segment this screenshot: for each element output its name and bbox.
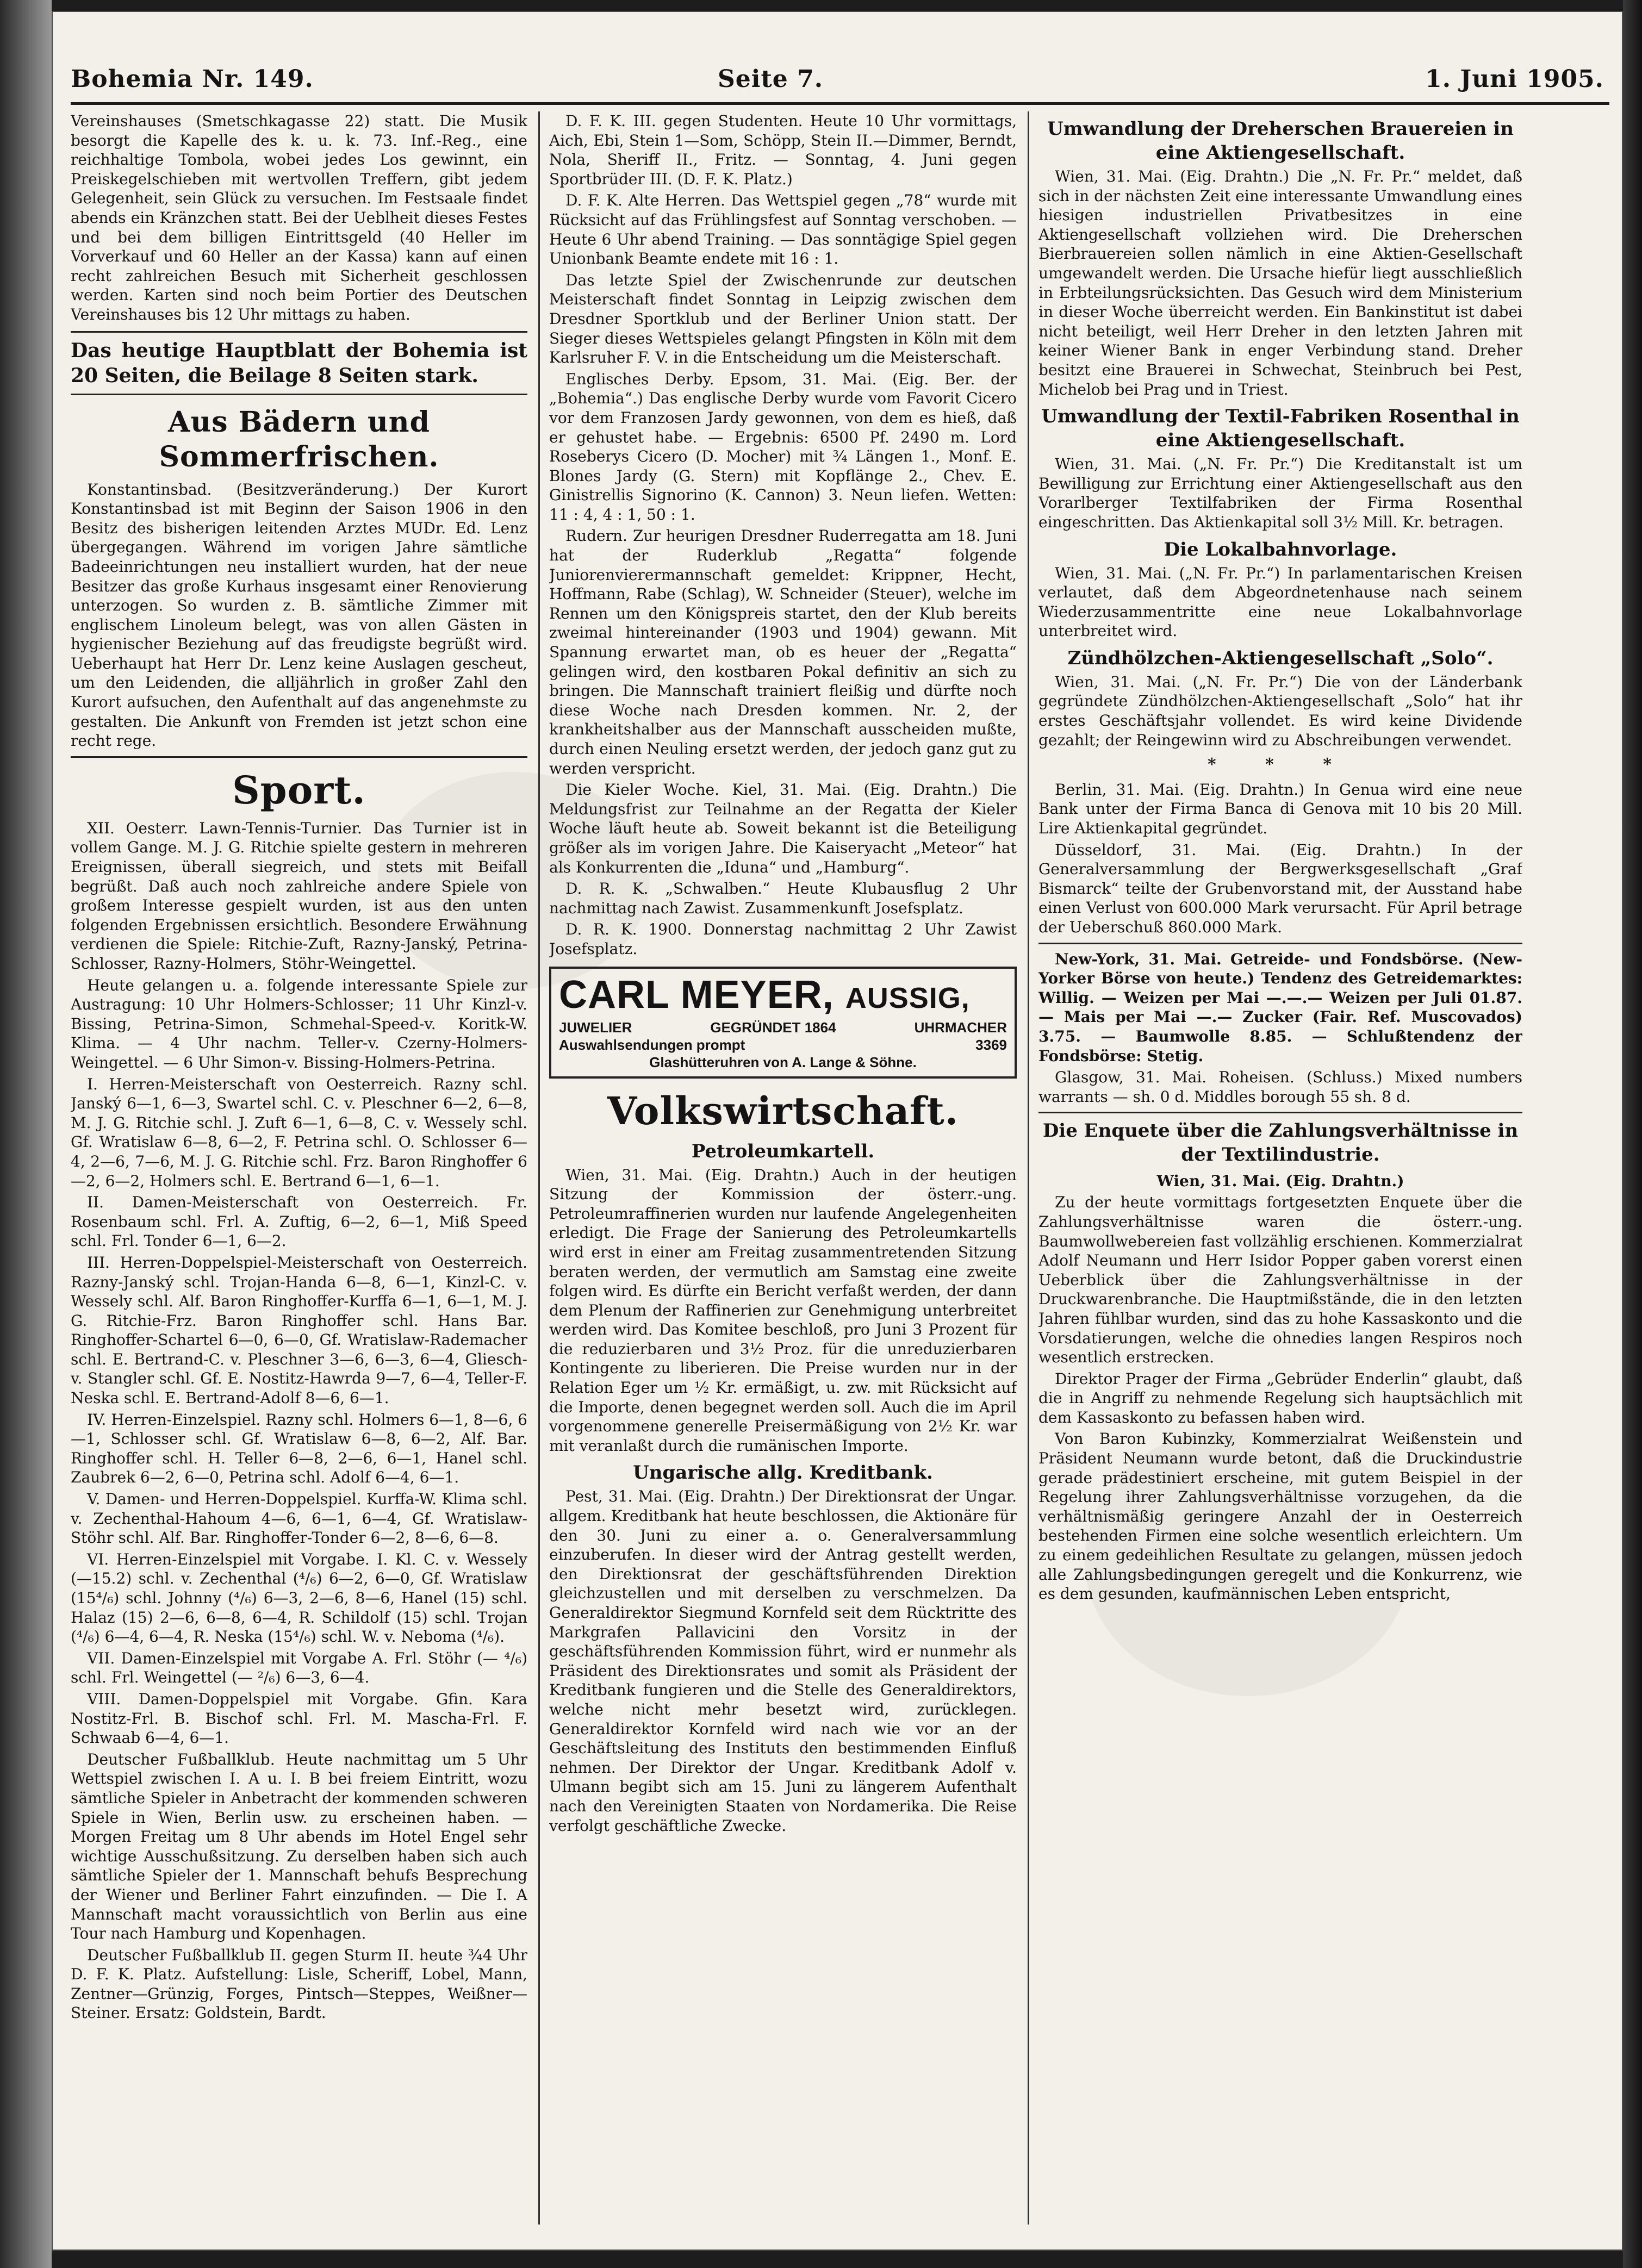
ad-number: 3369 (975, 1036, 1007, 1053)
article-heading: Ungarische allg. Kreditbank. (633, 1462, 933, 1484)
masthead-issue: Bohemia Nr. 149. (71, 65, 314, 93)
column-3 (1038, 111, 1522, 2230)
article-paragraph: Wien, 31. Mai. („N. Fr. Pr.“) Die Kreditanstalt ist um Bewilligung zur Errichtung einer Aktiengesellschaft aus den Vorarlberger Textilfabriken der Firma Rosenthal eingeschritten. Das Aktienkapital soll 3½ Mill. Kr. betragen. (1038, 455, 1522, 531)
separator-asterisks: * * * (1208, 755, 1353, 775)
ad-watches: Glashütteruhren von A. Lange & Söhne. (649, 1054, 917, 1070)
article-paragraph: D. F. K. III. gegen Studenten. Heute 10 Uhr vormittags, Aich, Ebi, Stein 1—Som, Schöpp, Stein II.—Dimmer, Berndt, Nola, Sheriff II., Fritz. — Sonntag, 4. Juni gegen Sportbrüder III. (D. F. K. Platz.) (549, 112, 1017, 188)
dateline: Wien, 31. Mai. (Eig. Drahtn.) (1156, 1172, 1404, 1191)
article-paragraph: III. Herren-Doppelspiel-Meisterschaft von Oesterreich. Razny-Janský schl. Trojan-Handa 6—8, 6—1, Kinzl-C. v. Wessely schl. Alf. Baron Ringhoffer-Kurffa 6—1, 6—1, M. J. G. Ritchie-Frz. Baron Ringhoffer schl. Hans Bar. Ringhoffer-Schartel 6—0, 6—0, Gf. Wratislaw-Rademacher schl. E. Bertrand-C. v. Pleschner 3—6, 6—3, 6—4, Gliesch-v. Stangler schl. Gf. E. Nostitz-Hawrda 9—7, 6—4, Teller-F. Neska schl. E. Bertrand-Adolf 8—6, 6—1. (71, 1253, 527, 1407)
section-rule (1038, 943, 1522, 944)
article-paragraph: VIII. Damen-Doppelspiel mit Vorgabe. Gfin. Kara Nostitz-Frl. B. Bischof schl. Frl. M. Mascha-Frl. F. Schwaab 6—4, 6—1. (71, 1690, 527, 1747)
article-paragraph: Heute gelangen u. a. folgende interessante Spiele zur Austragung: 10 Uhr Holmers-Schlosser; 11 Uhr Kinzl-v. Bissing, Petrina-Simon, Schmehal-Speed-v. Koritk-W. Klima. — 4 Uhr nachm. Teller-v. Czerny-Holmers-Weingettel. — 6 Uhr Simon-v. Bissing-Holmers-Petrina. (71, 976, 527, 1071)
article-paragraph: Direktor Prager der Firma „Gebrüder Enderlin“ glaubt, daß die in Angriff zu nehmende Regelung sich hauptsächlich mit dem Kassaskonto zu befassen haben wird. (1038, 1369, 1522, 1426)
article-paragraph: D. F. K. Alte Herren. Das Wettspiel gegen „78“ wurde mit Rücksicht auf das Frühlingsfest auf Sonntag verschoben. — Heute 6 Uhr abend Training. — Das sonntägige Spiel gegen Unionbank Beamte endete mit 16 : 1. (549, 191, 1017, 268)
ad-shipping: Auswahlsendungen prompt (559, 1036, 745, 1053)
article-paragraph: Wien, 31. Mai. (Eig. Drahtn.) Auch in der heutigen Sitzung der Kommission der österr.-ung. Petroleumraffinerien wurden nur laufende Angelegenheiten erledigt. Die Frage der Sanierung des Petroleumkartells wird erst in einer am Freitag zusammentretenden Sitzung beraten werden, der vermutlich am Samstag eine zweite folgen wird. Es dürfte ein Bericht verfaßt werden, der dann dem Plenum der Raffinerien zur Genehmigung unterbreitet werden wird. Das Komitee beschloß, pro Juni 3 Prozent für die reduzierbaren und 3½ Proz. für die unreduzierbaren Kontingente zu liberieren. Die Preise wurden nur in der Relation Eger um ½ Kr. ermäßigt, u. zw. mit Rücksicht auf die Importe, denen begegnet werden soll. Auch die im April vorgenommene generelle Preisermäßigung von 2½ Kr. war mit veranlaßt durch die rumänischen Importe. (549, 1166, 1017, 1455)
article-paragraph: Zu der heute vormittags fortgesetzten Enquete über die Zahlungsverhältnisse waren die österr.-ung. Baumwollwebereien fast vollzählig erschienen. Kommerzialrat Adolf Neumann und Herr Isidor Popper gaben vorerst einen Ueberblick über die Zahlungsverhältnisse in der Druckwarenbranche. Die Hauptmißstände, die in den letzten Jahren fühlbar wurden, sind das zu hohe Kassaskonto und die Vorsdatierungen, welche die ohnedies langen Respiros noch wesentlich erstrecken. (1038, 1193, 1522, 1367)
article-paragraph: I. Herren-Meisterschaft von Oesterreich. Razny schl. Janský 6—1, 6—3, Swartel schl. C. v. Pleschner 6—2, 6—8, M. J. G. Ritchie schl. J. Zuft 6—1, 6—8, C. v. Wessely schl. Gf. Wratislaw 6—8, 6—2, F. Petrina schl. O. Schlosser 6—4, 2—6, 7—6, M. J. G. Ritchie schl. Frz. Baron Ringhoffer 6—2, 6—2, Holmers schl. E. Bertrand 6—1, 6—1. (71, 1075, 527, 1190)
article-paragraph: Pest, 31. Mai. (Eig. Drahtn.) Der Direktionsrat der Ungar. allgem. Kreditbank hat heute beschlossen, die Aktionäre für den 30. Juni zu einer a. o. Generalversammlung einzuberufen. In dieser wird der Antrag gestellt werden, den Direktionsrat der geschäftsführenden Direktion gleichzustellen und mit derselben zu verschmelzen. Da Generaldirektor Siegmund Kornfeld seit dem Rücktritte des Markgrafen Pallavicini den Vorsitz in der geschäftsführenden Kommission führt, wird er nunmehr als Präsident des Direktionsrates und somit als Präsident der Kreditbank fungieren und die Stelle des Generaldirektors, welche nicht mehr besetzt wird, zurücklegen. Generaldirektor Kornfeld wird nach wie vor an der Geschäftsleitung des Instituts den bestimmenden Einfluß nehmen. Der Direktor der Ungar. Kreditbank Adolf v. Ulmann begibt sich am 15. Juni zu längerem Aufenthalt nach den Vereinigten Staaten von Nordamerika. Die Reise verfolgt geschäftliche Zwecke. (549, 1487, 1017, 1835)
article-paragraph: D. R. K. „Schwalben.“ Heute Klubausflug 2 Uhr nachmittag nach Zawist. Zusammenkunft Josefsplatz. (549, 880, 1017, 917)
market-report: New-York, 31. Mai. Getreide- und Fondsbörse. (New-Yorker Börse von heute.) Tendenz des Getreidemarktes: Willig. — Weizen per Mai —.—.— Weizen per Juli 01.87. — Mais per Mai —.— Zucker (Fair. Ref. Muscovados) 3.75. — Baumwolle 8.85. — Schlußtendenz der Fondsbörse: Stetig. (1038, 950, 1522, 1065)
market-report: Glasgow, 31. Mai. Roheisen. (Schluss.) Mixed numbers warrants — sh. 0 d. Middles borough 55 sh. 8 d. (1038, 1068, 1522, 1106)
article-paragraph: Konstantinsbad. (Besitzveränderung.) Der Kurort Konstantinsbad ist mit Beginn der Saison 1906 in den Besitz des bisherigen leitenden Arztes MUDr. Ed. Lenz übergegangen. Während im vorigen Jahre sämtliche Badeeinrichtungen neu installiert wurden, hat der neue Besitzer das große Kurhaus insgesamt einer Renovierung unterzogen. So wurden z. B. sämtliche Zimmer mit englischem Linoleum belegt, was von allen Gästen in hygienischer Beziehung auf das freudigste begrüßt wird. Ueberhaupt hat Herr Dr. Lenz keine Auslagen gescheut, um den Leidenden, die alljährlich in großer Zahl den Kurort aufsuchen, den Aufenthalt auf das angenehmste zu gestalten. Die Ankunft von Fremden ist jetzt schon eine recht rege. (71, 480, 527, 750)
ad-trade-watchmaker: UHRMACHER (914, 1019, 1007, 1036)
article-paragraph: IV. Herren-Einzelspiel. Razny schl. Holmers 6—1, 8—6, 6—1, Schlosser schl. Gf. Wratislaw 6—8, 6—2, Alf. Bar. Ringhoffer schl. H. Teller 6—8, 2—6, 6—1, Hanel schl. Zaubrek 6—2, 6—0, Petrina schl. Adolf 6—4, 6—1. (71, 1410, 527, 1487)
ad-trade-jeweler: JUWELIER (559, 1019, 632, 1036)
article-paragraph: Englisches Derby. Epsom, 31. Mai. (Eig. Ber. der „Bohemia“.) Das englische Derby wurde vom Favorit Cicero vor dem Franzosen Jardy gewonnen, von dem es hieß, daß er gehustet habe. — Ergebnis: 6500 Pf. 2490 m. Lord Roseberys Cicero (D. Mocher) mit ¾ Längen 1., Monf. E. Blones Jardy (G. Stern) mit Kopflänge 2., Chev. E. Ginistrellis Signorino (K. Cannon) 3. Neun liefen. Wetten: 11 : 4, 4 : 1, 50 : 1. (549, 370, 1017, 524)
ad-title (559, 974, 1007, 1019)
article-paragraph: XII. Oesterr. Lawn-Tennis-Turnier. Das Turnier ist in vollem Gange. M. J. G. Ritchie spielte gestern in mehreren Ereignissen, überall siegreich, und stets mit Beifall begrüßt. Daß auch noch zahlreiche andere Spiele von großem Interesse gespielt wurden, ist aus den unten folgenden Ergebnissen ersichtlich. Besondere Erwähnung verdienen die Spiele: Ritchie-Zuft, Razny-Janský, Petrina-Schlosser, Razny-Holmers, Stöhr-Weingettel. (71, 819, 527, 973)
ad-trades-line (559, 1019, 1007, 1036)
article-paragraph: Wien, 31. Mai. („N. Fr. Pr.“) In parlamentarischen Kreisen verlautet, daß dem Abgeordnetenhause nach seinem Wiederzusammentritte eine neue Lokalbahnvorlage unterbreitet wird. (1038, 564, 1522, 640)
scan-border-left (0, 0, 52, 2268)
article-paragraph: Das letzte Spiel der Zwischenrunde zur deutschen Meisterschaft findet Sonntag in Leipzig zwischen dem Dresdner Sportklub und der Berliner Union statt. Der Sieger dieses Wettspieles gelangt Pfingsten in Köln mit dem Karlsruher F. V. in die Entscheidung um die Meisterschaft. (549, 271, 1017, 367)
section-heading-baeder: Aus Bädern und Sommerfrischen. (159, 405, 439, 473)
column-divider (1028, 111, 1029, 2225)
article-paragraph: Die Kieler Woche. Kiel, 31. Mai. (Eig. Drahtn.) Die Meldungsfrist zur Teilnahme an der Regatta der Kieler Woche läuft heute ab. Soweit bekannt ist die Beteiligung größer als im vorigen Jahre. Die Kaiseryacht „Meteor“ hat als Konkurrenten die „Iduna“ und „Hamburg“. (549, 781, 1017, 876)
column-1 (71, 111, 527, 2230)
issue-notice: Das heutige Hauptblatt der Bohemia ist 20 Seiten, die Beilage 8 Seiten stark. (71, 331, 527, 395)
article-paragraph: Vereinshauses (Smetschkagasse 22) statt. Die Musik besorgt die Kapelle des k. u. k. 73. Inf.-Reg., eine reichhaltige Tombola, wobei jedes Los gewinnt, ein Preiskegelschieben mit wertvollen Treffern, gibt jedem Gelegenheit, sein Glück zu versuchen. Im Festsaale findet abends ein Kränzchen statt. Bei der Ueblheit dieses Festes und bei dem billigen Eintrittsgeld (40 Heller im Vorverkauf und 60 Heller an der Kassa) kann auf einen recht zahlreichen Besuch mit Sicherheit geschlossen werden. Karten sind noch beim Portier des Deutschen Vereinshauses bis 12 Uhr mittags zu haben. (71, 112, 527, 323)
article-paragraph: II. Damen-Meisterschaft von Oesterreich. Fr. Rosenbaum schl. Frl. A. Zuftig, 6—2, 6—1, Miß Speed schl. Frl. Tonder 6—1, 6—2. (71, 1193, 527, 1250)
article-heading: Die Enquete über die Zahlungsverhältnisse in der Textilindustrie. (1042, 1120, 1519, 1166)
advertisement-carl-meyer (549, 967, 1017, 1079)
article-paragraph: Deutscher Fußballklub. Heute nachmittag um 5 Uhr Wettspiel zwischen I. A u. I. B bei freiem Eintritt, wozu sämtliche Spieler in Anbetracht der kommenden schweren Spiele in Wien, Berlin usw. zu erscheinen haben. — Morgen Freitag um 8 Uhr abends im Hotel Engel sehr wichtige Ausschußsitzung. Zu derselben haben sich auch sämtliche Spieler der 1. Mannschaft behufs Besprechung der Wiener und Berliner Fahrt einzufinden. — Die I. A Mannschaft macht voraussichtlich von Berlin aus eine Tour nach Hamburg und Kopenhagen. (71, 1750, 527, 1943)
article-paragraph: Rudern. Zur heurigen Dresdner Ruderregatta am 18. Juni hat der Ruderklub „Regatta“ folgende Juniorenvierermannschaft gemeldet: Krippner, Hecht, Hoffmann, Rabe (Schlag), W. Schneider (Steuer), welche im Rennen um den Königspreis startet, den der Klub bereits zweimal hintereinander (1903 und 1904) gewann. Mit Spannung erwartet man, ob es heuer der „Regatta“ gelingen wird, den kostbaren Pokal definitiv an sich zu bringen. Die Mannschaft trainiert fleißig und dürfte noch diese Woche nach Dresden kommen. Nr. 2, der krankheitshalber aus der Mannschaft ausscheiden mußte, durch einen Neuling ersetzt werden, der jedoch ganz gut zu werden verspricht. (549, 527, 1017, 777)
article-paragraph: D. R. K. 1900. Donnerstag nachmittag 2 Uhr Zawist Josefsplatz. (549, 920, 1017, 958)
article-paragraph: Düsseldorf, 31. Mai. (Eig. Drahtn.) In der Generalversammlung der Bergwerksgesellschaft „Graf Bismarck“ teilte der Grubenvorstand mit, der Ausstand habe einen Verlust von 600.000 Mark verursacht. Für April betrage der Ueberschuß 860.000 Mark. (1038, 840, 1522, 936)
article-paragraph: Von Baron Kubinzky, Kommerzialrat Weißenstein und Präsident Neumann wurde betont, daß die Druckindustrie gerade prädestiniert erscheine, mit gutem Beispiel in der Regelung ihrer Zahlungsverhältnisse vorzugehen, da die verhältnismäßig geringere Anzahl der in Oesterreich bestehenden Firmen eine solche wesentlich erleichtern. Um zu einem gedeihlichen Resultate zu gelangen, müssen jedoch alle Zahlungsbedingungen geregelt und die Konkurrenz, wie es dem gesunden, kaufmännischen Leben entspricht, (1038, 1430, 1522, 1603)
article-paragraph: VI. Herren-Einzelspiel mit Vorgabe. I. Kl. C. v. Wessely (—15.2) schl. v. Zechenthal (⁴/₆) 6—2, 6—0, Gf. Wratislaw (15⁴/₆) schl. Johnny (⁴/₆) 6—3, 2—6, 8—6, Hanel (15) schl. Halaz (15) 2—6, 6—8, 6—4, R. Schildolf (15) schl. Trojan (⁴/₆) 6—4, 6—4, R. Neska (15⁴/₆) schl. W. v. Neboma (⁴/₆). (71, 1550, 527, 1646)
article-paragraph: Berlin, 31. Mai. (Eig. Drahtn.) In Genua wird eine neue Bank unter der Firma Banca di Genova mit 10 bis 20 Mill. Lire Aktienkapital gegründet. (1038, 780, 1522, 838)
article-heading: Umwandlung der Textil-Fabriken Rosenthal in eine Aktiengesellschaft. (1041, 406, 1520, 452)
ad-founded: GEGRÜNDET 1864 (710, 1019, 836, 1036)
ad-city: AUSSIG, (845, 981, 970, 1014)
article-paragraph: Wien, 31. Mai. (Eig. Drahtn.) Die „N. Fr. Pr.“ meldet, daß sich in der nächsten Zeit eine interessante Umwandlung eines hiesigen industriellen Privatbesitzes in eine Aktiengesellschaft vollziehen wird. Die Dreherschen Bierbrauereien sollen nämlich in eine Aktien-Gesellschaft umgewandelt werden. Die Ursache hiefür liegt ausschließlich in Erbteilungsrücksichten. Das Gesuch wird dem Ministerium in dieser Woche überreicht werden. Ein Bankinstitut ist dabei nicht beteiligt, weil Herr Dreher in den letzten Jahren mit keiner Wiener Bank in enger Verbindung stand. Dreher besitzt eine Brauerei in Schwechat, Steinbruch bei Pest, Michelob bei Prag und in Triest. (1038, 167, 1522, 398)
column-2 (549, 111, 1017, 2230)
article-paragraph: VII. Damen-Einzelspiel mit Vorgabe A. Frl. Stöhr (— ⁴/₆) schl. Frl. Weingettel (— ²/₆) 6—3, 6—4. (71, 1649, 527, 1687)
article-heading: Zündhölzchen-Aktiengesellschaft „Solo“. (1067, 647, 1494, 669)
scan-border-right (1623, 0, 1642, 2268)
section-rule (1038, 1112, 1522, 1113)
column-divider (538, 111, 540, 2225)
article-heading: Petroleumkartell. (691, 1140, 875, 1162)
article-heading: Die Lokalbahnvorlage. (1164, 538, 1397, 560)
article-heading: Umwandlung der Dreherschen Brauereien in eine Aktiengesellschaft. (1047, 118, 1514, 164)
page-number: Seite 7. (718, 65, 824, 93)
ad-company-name: CARL MEYER, (559, 973, 834, 1017)
article-paragraph: Deutscher Fußballklub II. gegen Sturm II. heute ¾4 Uhr D. F. K. Platz. Aufstellung: Lisle, Scheriff, Lobel, Mann, Zentner—Grünzig, Forges, Pintsch—Steppes, Weißner—Steiner. Ersatz: Goldstein, Bardt. (71, 1946, 527, 2022)
section-heading-volkswirtschaft: Volkswirtschaft. (607, 1088, 959, 1133)
header-rule (71, 102, 1609, 105)
section-rule (71, 756, 527, 758)
section-heading-sport: Sport. (232, 767, 366, 813)
article-paragraph: Wien, 31. Mai. („N. Fr. Pr.“) Die von der Länderbank gegründete Zündhölzchen-Aktiengesellschaft „Solo“ hat ihr erstes Geschäftsjahr vollendet. Es wird keine Dividende gezahlt; der Reingewinn wird zu Abschreibungen verwendet. (1038, 672, 1522, 749)
article-paragraph: V. Damen- und Herren-Doppelspiel. Kurffa-W. Klima schl. v. Zechenthal-Hahoum 4—6, 6—1, 6—4, Gf. Wratislaw-Stöhr schl. Alf. Bar. Ringhoffer-Tonder 6—2, 8—6, 6—8. (71, 1490, 527, 1547)
ad-shipping-line (559, 1036, 1007, 1054)
issue-date: 1. Juni 1905. (1425, 65, 1604, 93)
